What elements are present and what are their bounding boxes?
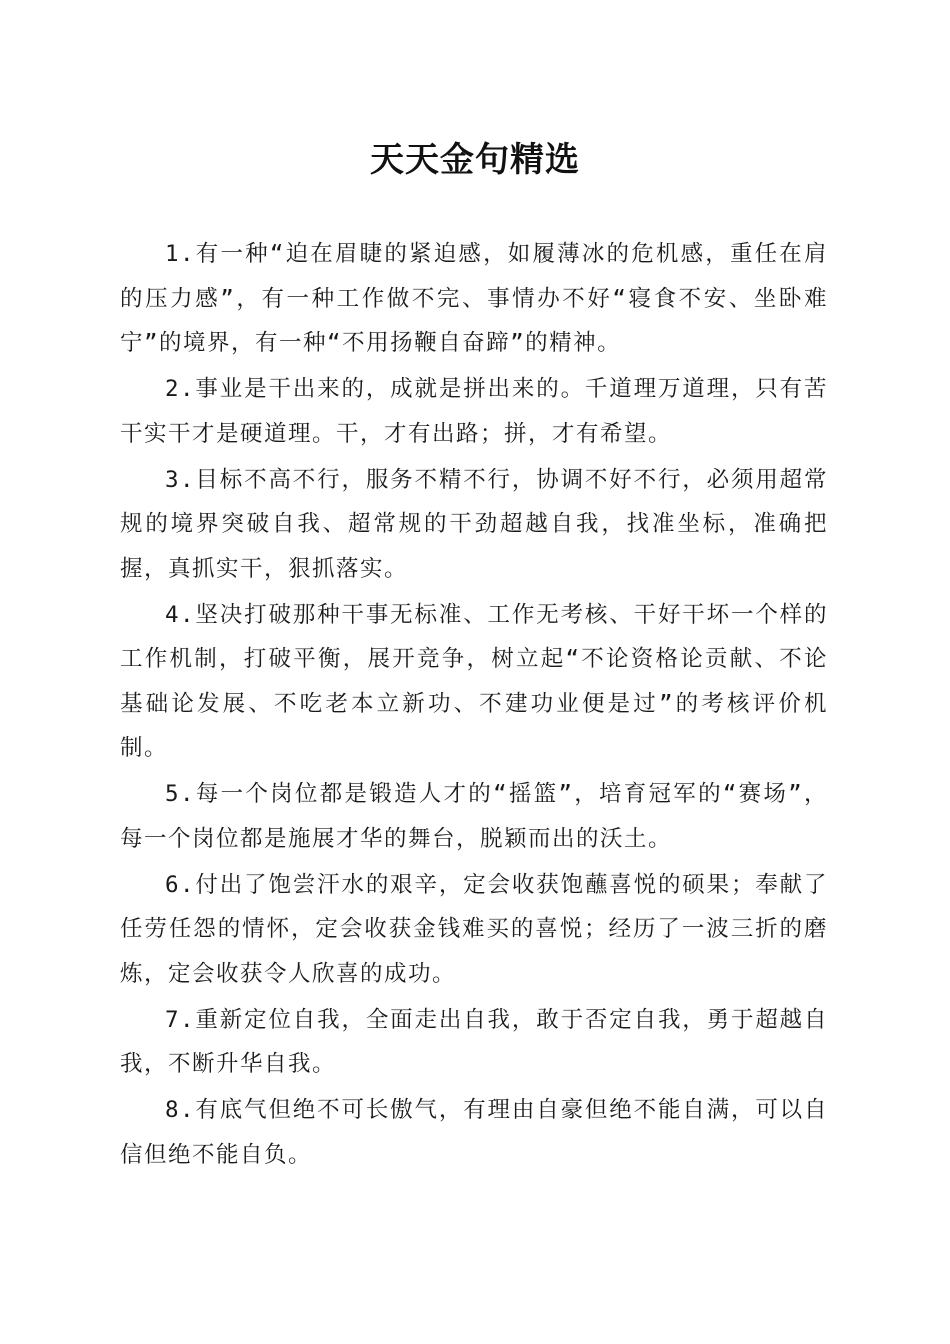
paragraph-1: 1.有一种“迫在眉睫的紧迫感，如履薄冰的危机感，重任在肩的压力感”，有一种工作做不完、事情办不好“寝食不安、坐卧难宁”的境界，有一种“不用扬鞭自奋蹄”的精神。 [120, 241, 828, 356]
paragraph-3: 3.目标不高不行，服务不精不行，协调不好不行，必须用超常规的境界突破自我、超常规的干劲超越自我，找准坐标，准确把握，真抓实干，狠抓落实。 [120, 466, 828, 582]
document-title: 天天金句精选 [370, 140, 580, 180]
paragraph-7: 7.重新定位自我，全面走出自我，敢于否定自我，勇于超越自我，不断升华自我。 [120, 1006, 828, 1077]
paragraph-6: 6.付出了饱尝汗水的艰辛，定会收获饱蘸喜悦的硕果；奉献了任劳任怨的情怀，定会收获金钱难买的喜悦；经历了一波三折的磨炼，定会收获令人欣喜的成功。 [120, 871, 828, 987]
paragraph-4: 4.坚决打破那种干事无标准、工作无考核、干好干坏一个样的工作机制，打破平衡，展开竞争，树立起“不论资格论贡献、不论基础论发展、不吃老本立新功、不建功业便是过”的考核评价机制。 [120, 601, 828, 761]
document-body [120, 232, 828, 1179]
paragraph-2: 2.事业是干出来的，成就是拼出来的。千道理万道理，只有苦干实干才是硬道理。干，才有出路；拼，才有希望。 [120, 376, 828, 447]
paragraph-5: 5.每一个岗位都是锻造人才的“摇篮”，培育冠军的“赛场”，每一个岗位都是施展才华的舞台，脱颖而出的沃土。 [120, 781, 828, 852]
paragraph-8: 8.有底气但绝不可长傲气，有理由自豪但绝不能自满，可以自信但绝不能自负。 [120, 1097, 828, 1168]
